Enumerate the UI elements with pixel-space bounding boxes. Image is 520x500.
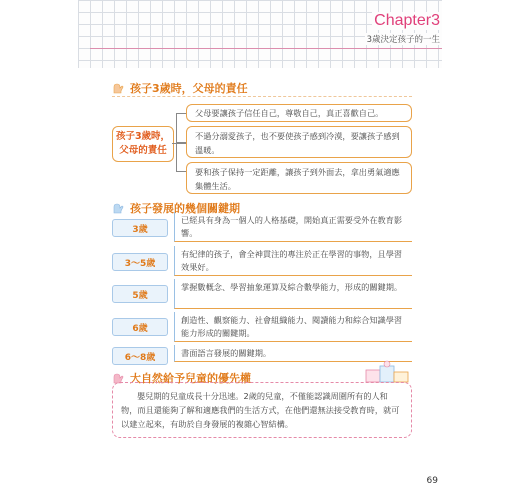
section2-title: 孩子發展的幾個關鍵期 (130, 202, 240, 215)
section1-title: 孩子3歲時，父母的責任 (130, 82, 248, 95)
bracket-arm-top (176, 113, 186, 114)
age-label: 3歲 (112, 219, 168, 237)
chapter-subtitle: 3歲決定孩子的一生 (366, 35, 440, 45)
page-number: 69 (426, 476, 438, 486)
chapter-divider (90, 48, 442, 49)
age-description: 書面語言發展的關鍵期。 (174, 345, 412, 362)
age-description: 有紀律的孩子，會全神貫注的專注於正在學習的事物，且學習效果好。 (174, 246, 412, 276)
bracket-arm-middle (176, 142, 186, 143)
age-description: 創造性、觀察能力、社會組織能力、閱讀能力和綜合知識學習能力形成的關鍵期。 (174, 312, 412, 342)
mitten-icon (112, 202, 124, 214)
bracket-connector-mid (172, 143, 186, 144)
section1-rule (112, 96, 412, 97)
age-description: 掌握數概念、學習抽象運算及綜合數學能力，形成的關鍵期。 (174, 279, 412, 309)
age-label: 5歲 (112, 285, 168, 303)
age-label: 6～8歲 (112, 347, 168, 365)
chapter-title: Chapter3 (374, 12, 440, 29)
section3-title: 大自然給予兒童的優先權 (130, 372, 251, 385)
nature-paragraph: 嬰兒期的兒童成長十分迅速。2歲的兒童，不僅能認識周圍所有的人和物，而且還能夠了解和適應我們的生活方式，在他們還無法接受教育時，就可以建立起來，有助於自身發展的複雜心智結構。 (112, 382, 412, 438)
responsibility-item: 不過分溺愛孩子，也不要使孩子感到冷漠，要讓孩子感到溫暖。 (186, 126, 412, 158)
responsibility-item: 要和孩子保持一定距離，讓孩子到外面去，拿出勇氣適應集體生活。 (186, 162, 412, 194)
age-description: 已經具有身為一個人的人格基礎，開始真正需要受外在教育影響。 (174, 212, 412, 242)
responsibility-label (112, 126, 174, 162)
bracket-arm-bottom (176, 171, 186, 172)
mitten-icon (112, 82, 124, 94)
toy-blocks-icon (364, 360, 412, 384)
section1-heading (112, 80, 248, 96)
responsibility-label-line2: 父母的責任 (119, 145, 167, 156)
age-label: 3～5歲 (112, 253, 168, 271)
responsibility-label-line1: 孩子3歲時， (115, 131, 171, 142)
age-label: 6歲 (112, 318, 168, 336)
responsibility-item: 父母要讓孩子信任自己，尊敬自己，真正喜歡自己。 (186, 104, 412, 122)
